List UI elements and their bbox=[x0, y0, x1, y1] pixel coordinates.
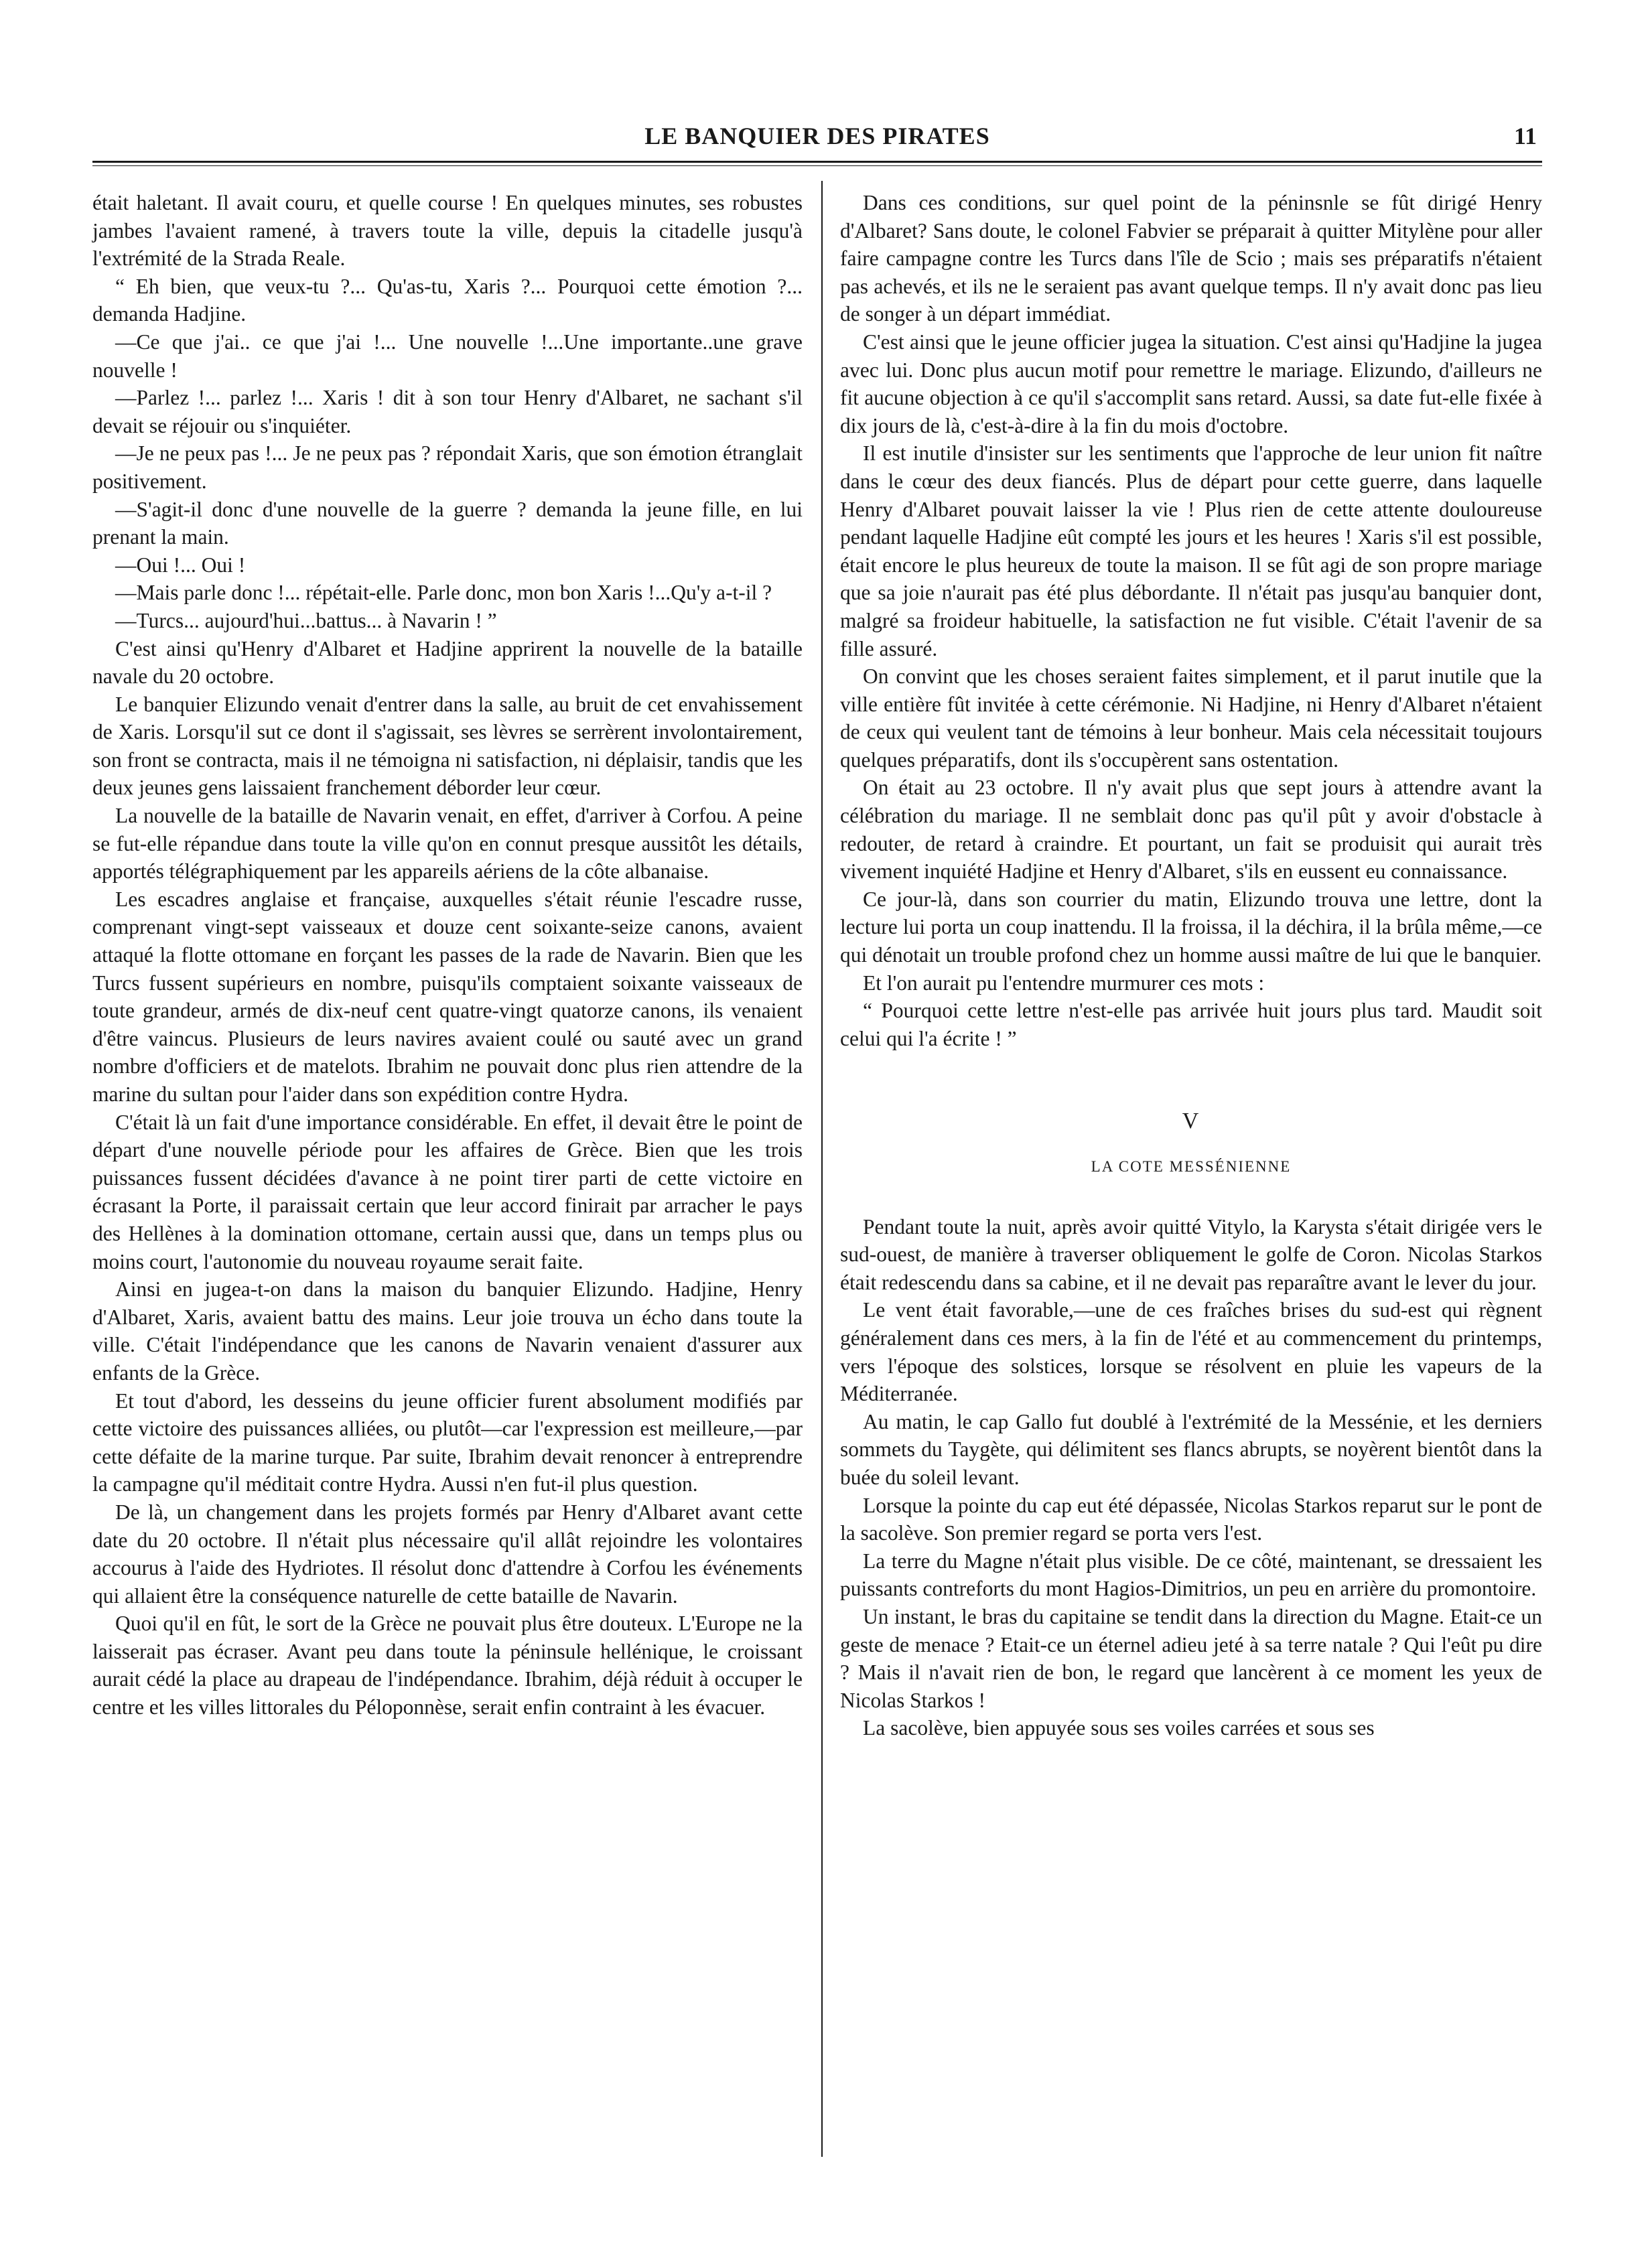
paragraph: Ce jour-là, dans son courrier du matin, Elizundo trouva une lettre, dont la lecture lui porta un coup inattendu. Il la froissa, il la déchira, il la brûla même,—ce qui dénotait un trouble profond chez un homme aussi maître de lui que le banquier. bbox=[840, 887, 1542, 967]
paragraph: On était au 23 octobre. Il n'y avait plus que sept jours à attendre avant la célébration du mariage. Il ne semblait donc pas qu'il pût y avoir d'obstacle à redouter, de retard à craindre. Et pourtant, un fait se produisit qui aurait très vivement inquiété Hadjine et Henry d'Albaret, s'ils en eussent eu connaissance. bbox=[840, 776, 1542, 883]
paragraph: La terre du Magne n'était plus visible. De ce côté, maintenant, se dressaient les puissants contreforts du mont Hagios-Dimitrios, un peu en arrière du promontoire. bbox=[840, 1549, 1542, 1601]
paragraph: La sacolève, bien appuyée sous ses voiles carrées et sous ses bbox=[863, 1716, 1375, 1740]
paragraph: C'était là un fait d'une importance considérable. En effet, il devait être le point de départ d'une nouvelle période pour les affaires de Grèce. Bien que les trois puissances fussent décidées d'avance à ne point tirer parti de cette victoire en écrasant la Porte, il paraissait certain que leur accord finirait par arracher le pays des Hellènes à la domination ottomane, certain aussi que, dans un temps plus ou moins court, l'autonomie du nouveau royaume serait faite. bbox=[92, 1110, 803, 1273]
running-title: LE BANQUIER DES PIRATES bbox=[644, 123, 990, 149]
paragraph: C'est ainsi que le jeune officier jugea la situation. C'est ainsi qu'Hadjine la jugea avec lui. Donc plus aucun motif pour remettre le mariage. Elizundo, d'ailleurs ne fit aucune objection à ce qu'il s'accomplit sans retard. Aussi, sa date fut-elle fixée à dix jours de là, c'est-à-dire à la fin du mois d'octobre. bbox=[840, 330, 1542, 437]
paragraph: La nouvelle de la bataille de Navarin venait, en effet, d'arriver à Corfou. A peine se fut-elle répandue dans toute la ville qu'on en connut presque aussitôt les détails, apportés télégraphiquement par les appareils aériens de la côte albanaise. bbox=[92, 804, 803, 883]
paragraph: Lorsque la pointe du cap eut été dépassée, Nicolas Starkos reparut sur le pont de la sacolève. Son premier regard se porta vers l'est. bbox=[840, 1493, 1542, 1545]
paragraph: Les escadres anglaise et française, auxquelles s'était réunie l'escadre russe, comprenant vingt-sept vaisseaux et douze cent soixante-seize canons, avaient attaqué la flotte ottomane en forçant les passes de la rade de Navarin. Bien que les Turcs fussent supérieurs en nombre, puisqu'ils comptaient soixante vaisseaux de toute grandeur, armés de dix-neuf cent quatre-vingt quatorze canons, ils venaient d'être vaincus. Plusieurs de leurs navires avaient coulé ou sauté avec un grand nombre d'officiers et de matelots. Ibrahim ne pouvait donc plus rien attendre de la marine du sultan pour l'aider dans son expédition contre Hydra. bbox=[92, 887, 803, 1106]
paragraph: Le vent était favorable,—une de ces fraîches brises du sud-est qui règnent généralement dans ces mers, à la fin de l'été et au commencement du printemps, vers l'époque des solstices, lorsque se résolvent en pluie les vapeurs de la Méditerranée. bbox=[840, 1298, 1542, 1406]
header-rule-thin bbox=[92, 165, 1542, 166]
paragraph: “ Eh bien, que veux-tu ?... Qu'as-tu, Xaris ?... Pourquoi cette émotion ?... demanda Hadjine. bbox=[92, 274, 803, 326]
paragraph: —Oui !... Oui ! bbox=[115, 553, 246, 577]
paragraph: Ainsi en jugea-t-on dans la maison du banquier Elizundo. Hadjine, Henry d'Albaret, Xaris, avaient battu des mains. Leur joie trouva un écho dans toute la ville. C'était l'indépendance que les canons de Navarin venaient d'assurer aux enfants de la Grèce. bbox=[92, 1277, 803, 1385]
paragraph: —Turcs... aujourd'hui...battus... à Navarin ! ” bbox=[115, 608, 497, 632]
paragraph: —Parlez !... parlez !... Xaris ! dit à son tour Henry d'Albaret, ne sachant s'il devait se réjouir ou s'inquiéter. bbox=[92, 386, 803, 437]
paragraph: “ Pourquoi cette lettre n'est-elle pas arrivée huit jours plus tard. Maudit soit celui qui l'a écrite ! ” bbox=[840, 999, 1542, 1050]
paragraph: De là, un changement dans les projets formés par Henry d'Albaret avant cette date du 20 octobre. Il n'était plus nécessaire qu'il allât rejoindre les volontaires accourus à l'aide des Hydriotes. Il résolut donc d'attendre à Corfou les événements qui allaient être la conséquence naturelle de cette bataille de Navarin. bbox=[92, 1500, 803, 1608]
left-column bbox=[92, 189, 803, 1721]
paragraph: Il est inutile d'insister sur les sentiments que l'approche de leur union fit naître dans le cœur des deux fiancés. Plus de départ pour cette guerre, dans laquelle Henry d'Albaret pouvait laisser la vie ! Plus rien de cette attente douloureuse pendant laquelle Hadjine eût compté les jours et les heures ! Xaris s'il est possible, était encore le plus heureux de toute la maison. Il se fût agi de son propre mariage que sa joie n'aurait pas été plus débordante. Il n'était pas jusqu'au banquier dont, malgré sa froideur habituelle, la satisfaction ne fut visible. C'était l'avenir de sa fille assuré. bbox=[840, 441, 1542, 660]
paragraph: Et tout d'abord, les desseins du jeune officier furent absolument modifiés par cette victoire des puissances alliées, ou plutôt—car l'expression est meilleure,—par cette défaite de la marine turque. Par suite, Ibrahim devait renoncer à entreprendre la campagne qu'il méditait contre Hydra. Aussi n'en fut-il plus question. bbox=[92, 1389, 803, 1496]
paragraph: Un instant, le bras du capitaine se tendit dans la direction du Magne. Etait-ce un geste de menace ? Etait-ce un éternel adieu jeté à sa terre natale ? Qui l'eût pu dire ? Mais il n'avait rien de bon, le regard que lancèrent à ce moment les yeux de Nicolas Starkos ! bbox=[840, 1604, 1542, 1712]
paragraph: Et l'on aurait pu l'entendre murmurer ces mots : bbox=[863, 971, 1265, 995]
paragraph: On convint que les choses seraient faites simplement, et il parut inutile que la ville entière fût invitée à cette cérémonie. Ni Hadjine, ni Henry d'Albaret n'étaient de ceux qui veulent tant de témoins à leur bonheur. Mais cela nécessitait toujours quelques préparatifs, dont ils s'occupèrent sans ostentation. bbox=[840, 664, 1542, 772]
paragraph: C'est ainsi qu'Henry d'Albaret et Hadjine apprirent la nouvelle de la bataille navale du 20 octobre. bbox=[92, 636, 803, 689]
page-number: 11 bbox=[1513, 123, 1537, 149]
paragraph: —Mais parle donc !... répétait-elle. Parle donc, mon bon Xaris !...Qu'y a-t-il ? bbox=[115, 581, 772, 605]
running-header bbox=[92, 119, 1542, 159]
header-rule bbox=[92, 161, 1542, 163]
paragraph: était haletant. Il avait couru, et quelle course ! En quelques minutes, ses robustes jambes l'avaient ramené, à travers toute la ville, depuis la citadelle jusqu'à l'extrémité de la Strada Reale. bbox=[92, 191, 803, 271]
chapter-number: V bbox=[1182, 1109, 1200, 1134]
column-divider bbox=[821, 181, 823, 2157]
right-column bbox=[840, 189, 1542, 1742]
chapter-title: LA COTE MESSÉNIENNE bbox=[1091, 1158, 1292, 1175]
paragraph: Dans ces conditions, sur quel point de la péninsnle se fût dirigé Henry d'Albaret? Sans doute, le colonel Fabvier se préparait à quitter Mitylène pour aller faire campagne contre les Turcs dans l'île de Scio ; mais ses préparatifs n'étaient pas achevés, et ils ne le seraient pas avant quelque temps. Il n'y avait donc pas lieu de songer à un départ immédiat. bbox=[840, 191, 1542, 326]
paragraph: Pendant toute la nuit, après avoir quitté Vitylo, la Karysta s'était dirigée vers le sud-ouest, de manière à traverser obliquement le golfe de Coron. Nicolas Starkos était redescendu dans sa cabine, et il ne devait pas reparaître avant le lever du jour. bbox=[840, 1214, 1542, 1294]
paragraph: —Je ne peux pas !... Je ne peux pas ? répondait Xaris, que son émotion étranglait positivement. bbox=[92, 441, 803, 493]
paragraph: Le banquier Elizundo venait d'entrer dans la salle, au bruit de cet envahissement de Xaris. Lorsqu'il sut ce dont il s'agissait, ses lèvres se serrèrent involontairement, son front se contracta, mais il ne témoigna ni satisfaction, ni déplaisir, tandis que les deux jeunes gens laissaient franchement déborder leur cœur. bbox=[92, 692, 803, 800]
paragraph: —Ce que j'ai.. ce que j'ai !... Une nouvelle !...Une importante..une grave nouvelle ! bbox=[92, 330, 803, 382]
paragraph: Au matin, le cap Gallo fut doublé à l'extrémité de la Messénie, et les derniers sommets du Taygète, qui délimitent ses flancs abrupts, se noyèrent bientôt dans la buée du soleil levant. bbox=[840, 1409, 1542, 1489]
paragraph: Quoi qu'il en fût, le sort de la Grèce ne pouvait plus être douteux. L'Europe ne la laisserait pas écraser. Avant peu dans toute la péninsule hellénique, le croissant aurait cédé la place au drapeau de l'indépendance. Ibrahim, déjà réduit à occuper le centre et les villes littorales du Péloponnèse, serait enfin contraint à les évacuer. bbox=[92, 1612, 803, 1719]
paragraph: —S'agit-il donc d'une nouvelle de la guerre ? demanda la jeune fille, en lui prenant la main. bbox=[92, 497, 803, 549]
